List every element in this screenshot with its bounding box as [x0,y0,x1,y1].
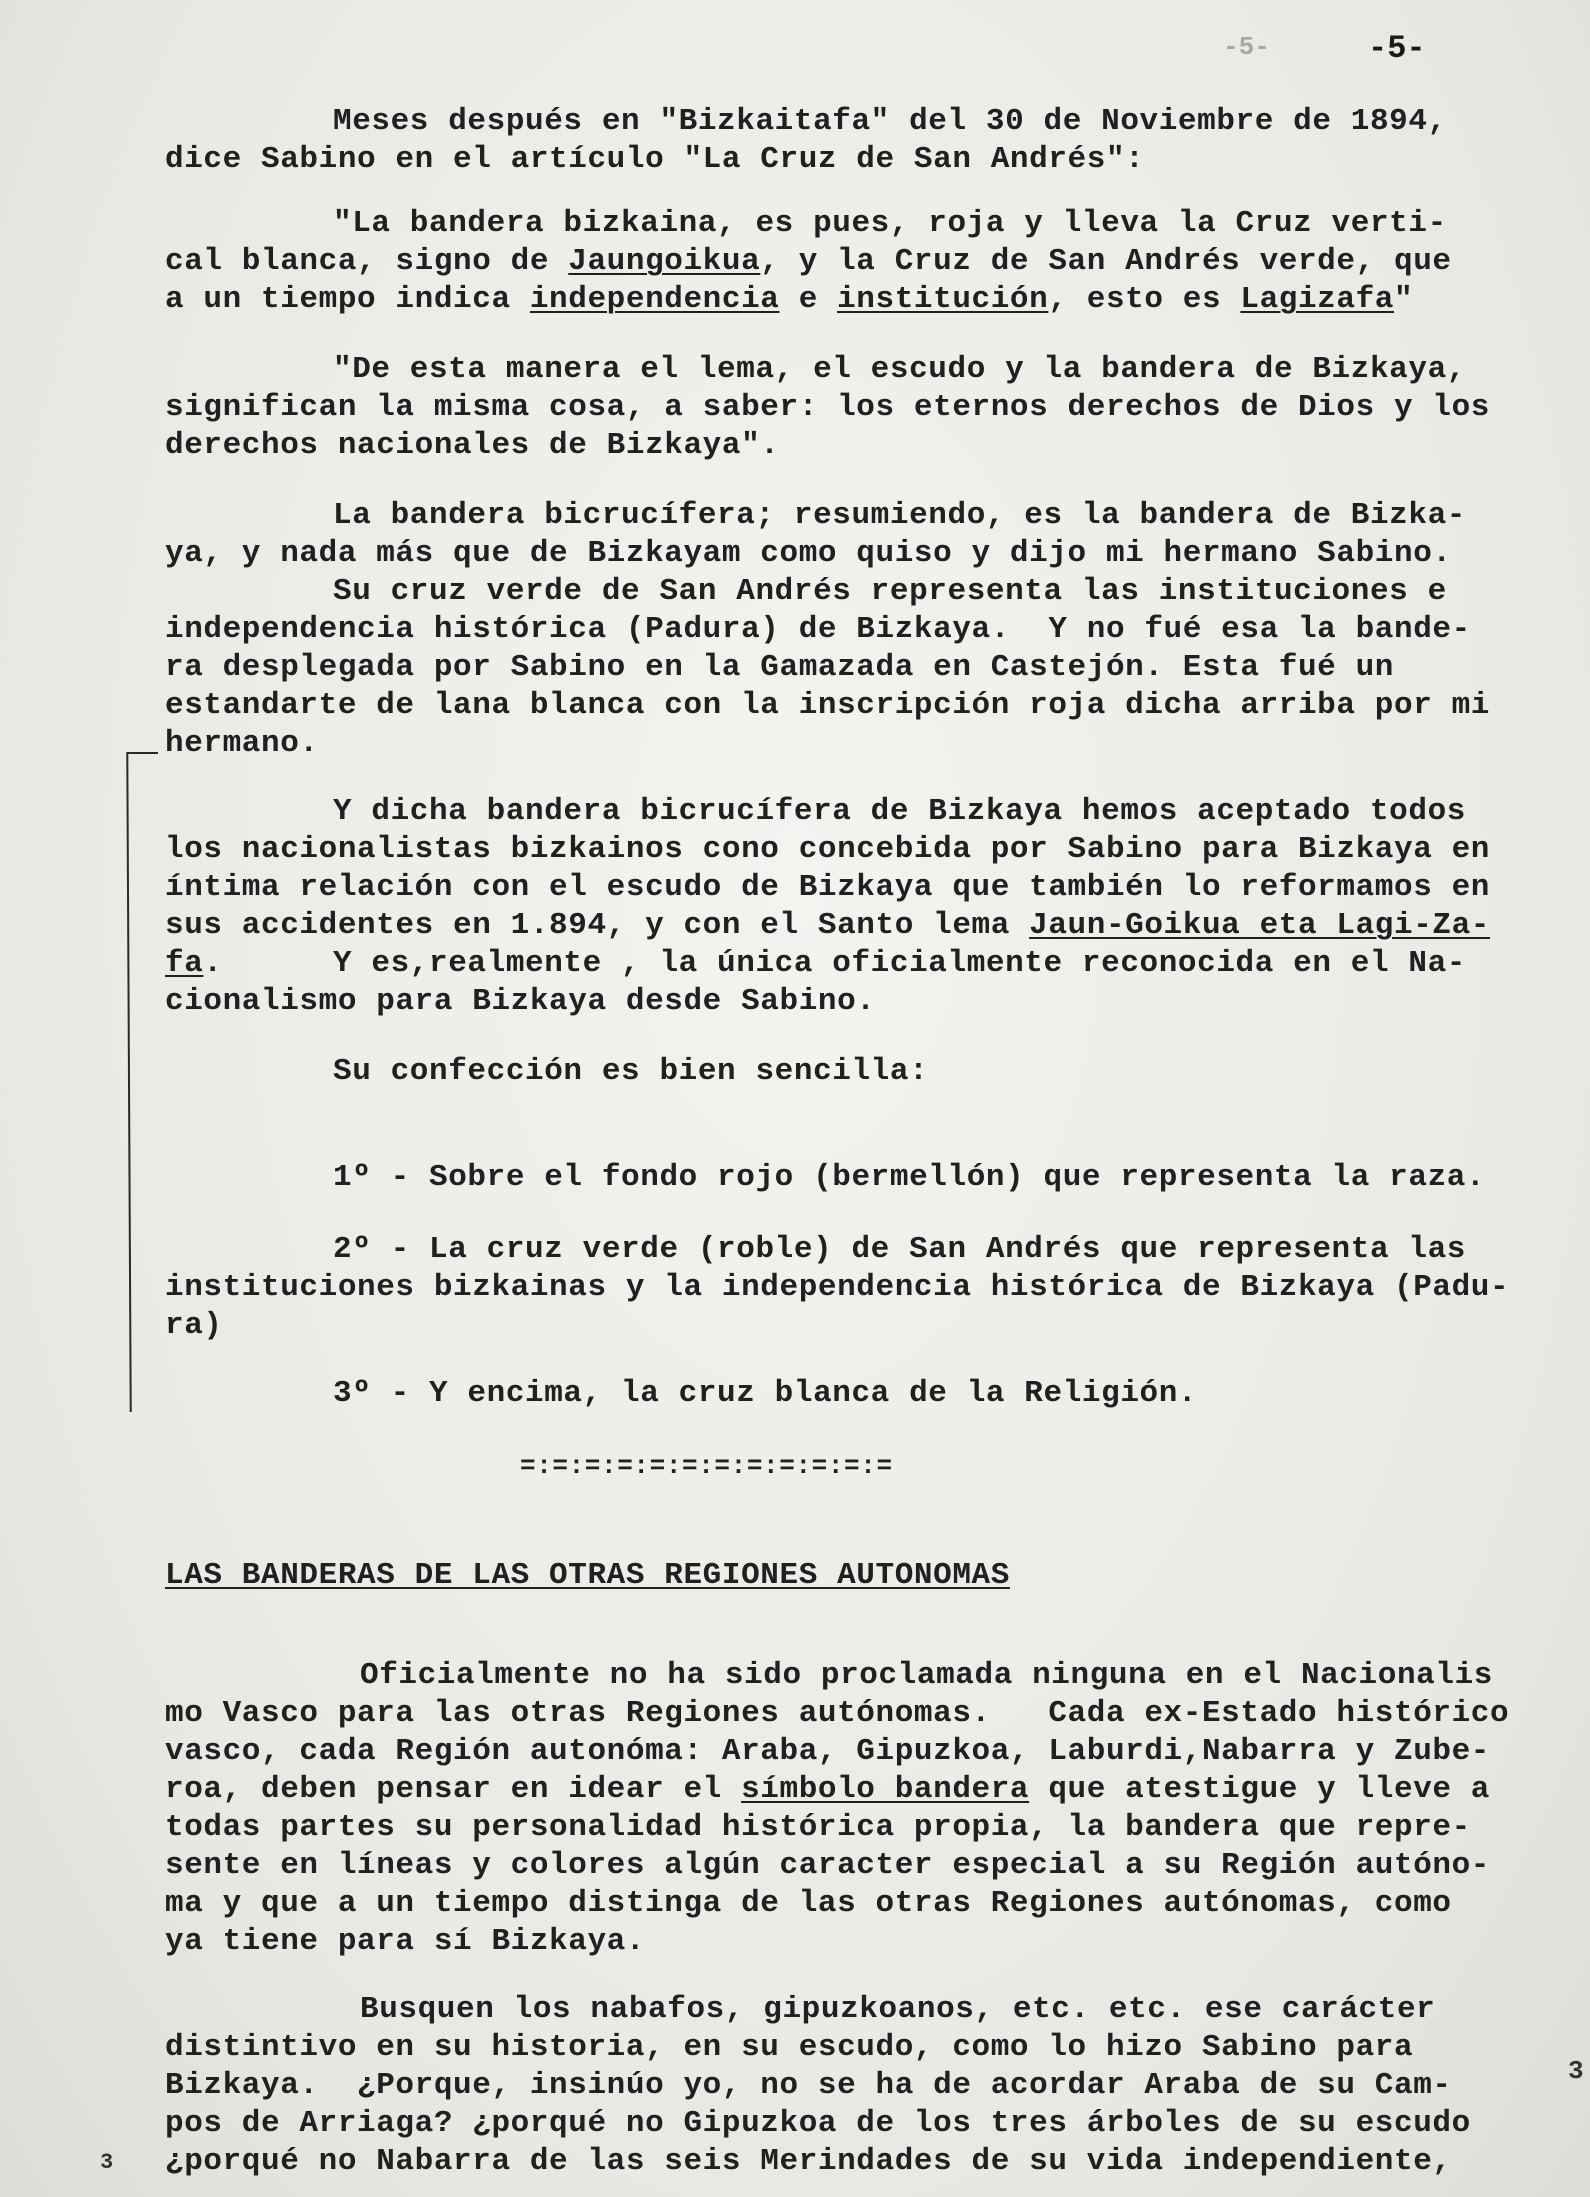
text-line: instituciones bizkainas y la independencia histórica de Bizkaya (Padu- [165,1270,1510,1305]
underlined-term: símbolo bandera [741,1772,1030,1807]
text-line: vasco, cada Región autonóma: Araba, Gipuzkoa, Laburdi,Nabarra y Zube- [165,1734,1491,1769]
text-line: cal blanca, signo de Jaungoikua, y la Cruz de San Andrés verde, que [165,244,1452,279]
underlined-term: fa [165,946,204,981]
corner-mark-right: 3 [1568,2056,1584,2086]
text-line: significan la misma cosa, a saber: los eternos derechos de Dios y los [165,390,1491,425]
text-line: los nacionalistas bizkainos cono concebida por Sabino para Bizkaya en [165,832,1491,867]
text-line: Oficialmente no ha sido proclamada ninguna en el Nacionalis [360,1658,1493,1693]
text-line: estandarte de lana blanca con la inscripción roja dicha arriba por mi [165,688,1491,723]
text-line: hermano. [165,726,319,761]
text-line: todas partes su personalidad histórica propia, la bandera que repre- [165,1810,1471,1845]
text-line: ¿porqué no Nabarra de las seis Merindades de su vida independiente, [165,2144,1452,2179]
text-line: "La bandera bizkaina, es pues, roja y lleva la Cruz verti- [333,206,1447,241]
text-line: mo Vasco para las otras Regiones autónomas. Cada ex-Estado histórico [165,1696,1510,1731]
underlined-term: Jaungoikua [568,244,761,279]
underlined-term: Jaun-Goikua eta Lagi-Za- [1029,908,1491,943]
text-line: Busquen los nabafos, gipuzkoanos, etc. etc. ese carácter [360,1992,1436,2027]
separator-line: =:=:=:=:=:=:=:=:=:=:=:= [520,1451,893,1481]
underlined-term: institución [837,282,1049,317]
text-line: La bandera bicrucífera; resumiendo, es la bandera de Bizka- [333,498,1466,533]
text-line: ra) [165,1308,223,1343]
text-line: "De esta manera el lema, el escudo y la bandera de Bizkaya, [333,352,1466,387]
text-line: ya, y nada más que de Bizkayam como quiso y dijo mi hermano Sabino. [165,536,1452,571]
section-heading: LAS BANDERAS DE LAS OTRAS REGIONES AUTONOMAS [165,1558,1010,1593]
text-line: distintivo en su historia, en su escudo, como lo hizo Sabino para [165,2030,1414,2065]
text-line: a un tiempo indica independencia e institución, esto es Lagizafa" [165,282,1414,317]
text-line: roa, deben pensar en idear el símbolo bandera que atestigue y lleve a [165,1772,1491,1807]
corner-mark-left: 3 [100,2150,114,2175]
page-number: -5- [1368,30,1426,67]
list-item: 3º - Y encima, la cruz blanca de la Religión. [333,1376,1198,1411]
text-line: Meses después en "Bizkaitafa" del 30 de Noviembre de 1894, [333,104,1447,139]
underlined-term: Lagizafa [1240,282,1394,317]
text-line: fa. [165,946,223,981]
margin-bracket-top [128,752,158,754]
faint-page-number: -5- [1223,32,1270,62]
text-line: pos de Arriaga? ¿porqué no Gipuzkoa de los tres árboles de su escudo [165,2106,1471,2141]
text-line: ra desplegada por Sabino en la Gamazada en Castejón. Esta fué un [165,650,1394,685]
text-line: dice Sabino en el artículo "La Cruz de San Andrés": [165,142,1145,177]
text-line: independencia histórica (Padura) de Bizkaya. Y no fué esa la bande- [165,612,1471,647]
text-line: derechos nacionales de Bizkaya". [165,428,780,463]
text-line: Y es,realmente , la única oficialmente reconocida en el Na- [333,946,1466,981]
margin-bracket-mark [126,752,131,1412]
text-line: Su confección es bien sencilla: [333,1054,929,1089]
underlined-term: independencia [529,282,780,317]
text-line: Su cruz verde de San Andrés representa las instituciones e [333,574,1447,609]
text-line: cionalismo para Bizkaya desde Sabino. [165,984,876,1019]
text-line: Y dicha bandera bicrucífera de Bizkaya hemos aceptado todos [333,794,1466,829]
list-item: 2º - La cruz verde (roble) de San Andrés que representa las [333,1232,1466,1267]
text-line: sente en líneas y colores algún caracter especial a su Región autóno- [165,1848,1491,1883]
text-line: Bizkaya. ¿Porque, insinúo yo, no se ha de acordar Araba de su Cam- [165,2068,1452,2103]
text-line: íntima relación con el escudo de Bizkaya que también lo reformamos en [165,870,1491,905]
text-line: ma y que a un tiempo distinga de las otras Regiones autónomas, como [165,1886,1452,1921]
text-line: ya tiene para sí Bizkaya. [165,1924,646,1959]
list-item: 1º - Sobre el fondo rojo (bermellón) que representa la raza. [333,1160,1486,1195]
text-line: sus accidentes en 1.894, y con el Santo lema Jaun-Goikua eta Lagi-Za- [165,908,1491,943]
